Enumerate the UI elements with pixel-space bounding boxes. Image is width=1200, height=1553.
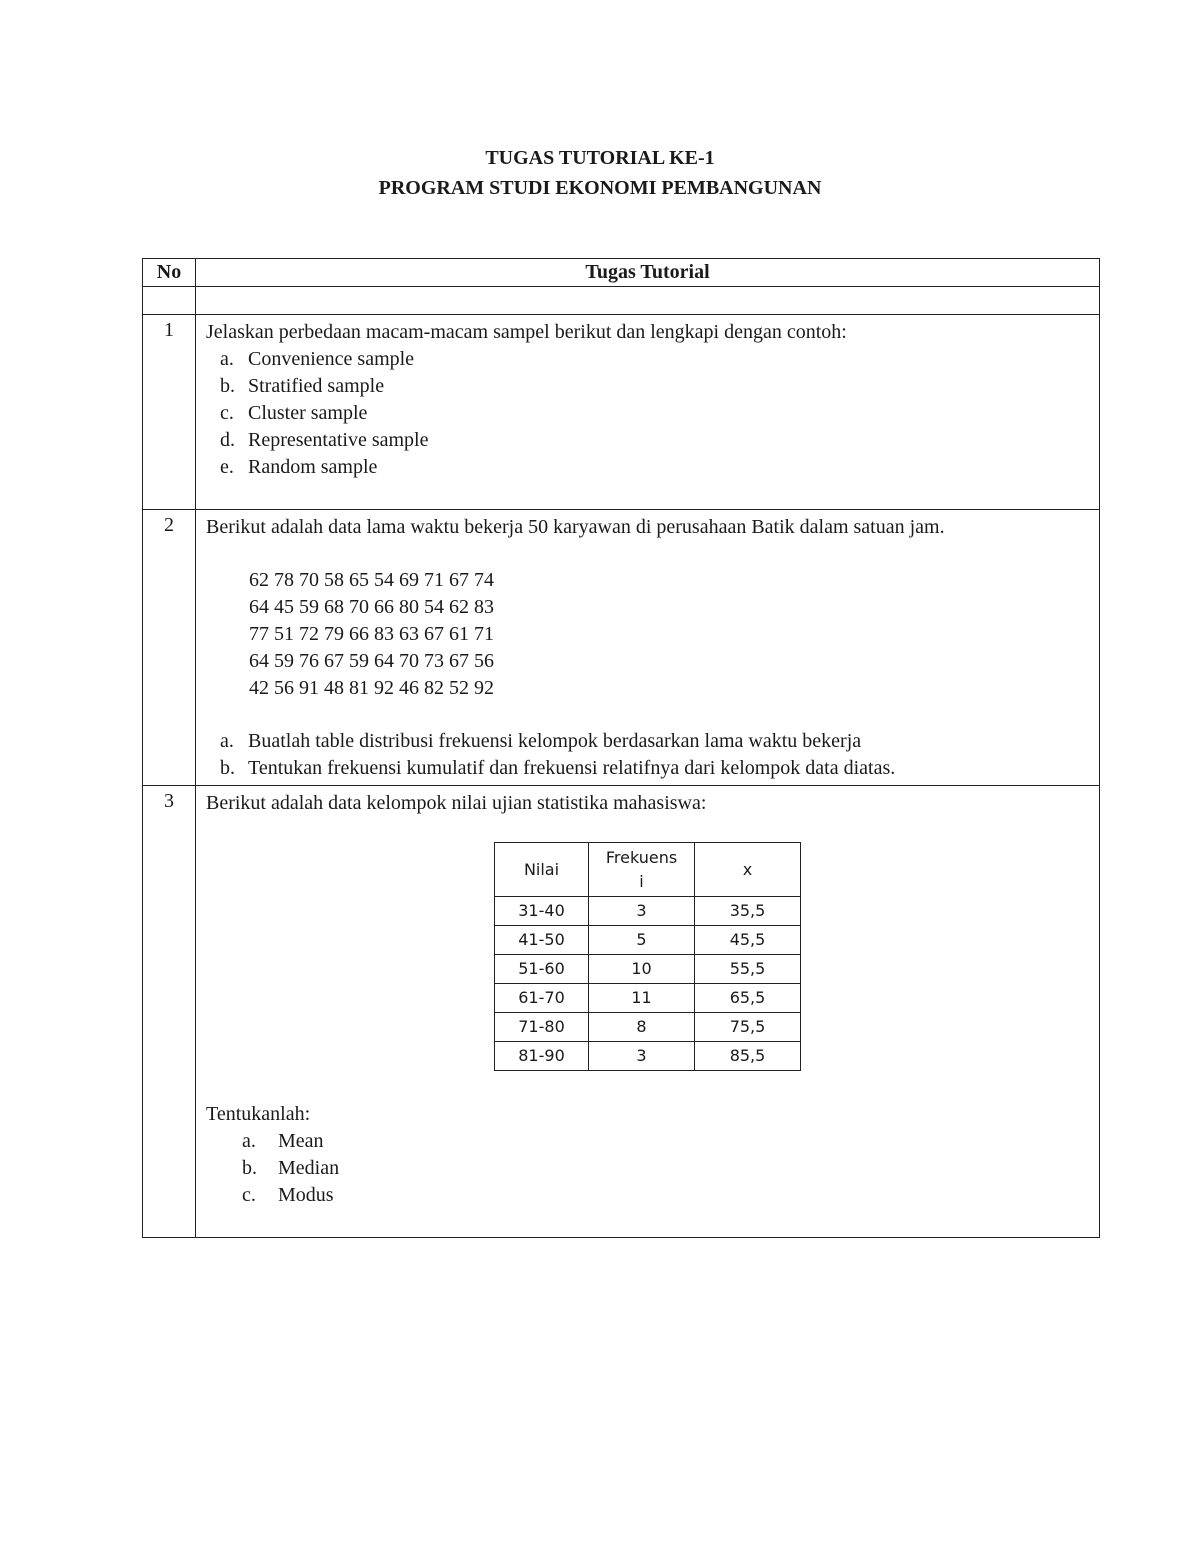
table-row: 71-80 8 75,5 <box>495 1013 801 1042</box>
task-number: 3 <box>143 786 196 1238</box>
header-x: x <box>695 843 801 897</box>
header-no: No <box>143 259 196 287</box>
table-row: 81-90 3 85,5 <box>495 1042 801 1071</box>
list-item: a. Buatlah table distribusi frekuensi kelompok berdasarkan lama waktu bekerja <box>220 730 862 752</box>
list-item: b. Stratified sample <box>220 375 385 397</box>
task-intro: Jelaskan perbedaan macam-macam sampel berikut dan lengkapi dengan contoh: <box>206 321 847 343</box>
sample-type-list <box>206 346 1099 481</box>
question-list <box>206 728 1099 782</box>
list-item: c. Modus <box>242 1184 334 1206</box>
task-number: 1 <box>143 315 196 510</box>
task-intro: Berikut adalah data lama waktu bekerja 50 karyawan di perusahaan Batik dalam satuan jam. <box>206 516 945 538</box>
task-content <box>196 786 1100 1238</box>
question-list <box>206 1128 1099 1209</box>
raw-data-block <box>206 567 1099 702</box>
task-row-3 <box>143 786 1100 1238</box>
task-intro: Berikut adalah data kelompok nilai ujian statistika mahasiswa: <box>206 792 707 814</box>
title-line-1: TUGAS TUTORIAL KE-1 <box>485 147 715 169</box>
header-nilai: Nilai <box>495 843 589 897</box>
header-frekuensi: Frekuens i <box>589 843 695 897</box>
table-header-row <box>143 259 1100 287</box>
data-line: 64 59 76 67 59 64 70 73 67 56 <box>249 650 494 672</box>
list-item: b. Tentukan frekuensi kumulatif dan frekuensi relatifnya dari kelompok data diatas. <box>220 757 896 779</box>
data-line: 77 51 72 79 66 83 63 67 61 71 <box>249 623 494 645</box>
table-row: 51-60 10 55,5 <box>495 955 801 984</box>
list-item: c. Cluster sample <box>220 402 368 424</box>
title-line-2: PROGRAM STUDI EKONOMI PEMBANGUNAN <box>378 177 822 199</box>
page-title <box>0 143 1200 203</box>
task-content <box>196 315 1100 510</box>
list-item: e. Random sample <box>220 456 378 478</box>
data-line: 42 56 91 48 81 92 46 82 52 92 <box>249 677 494 699</box>
data-line: 64 45 59 68 70 66 80 54 62 83 <box>249 596 494 618</box>
header-task: Tugas Tutorial <box>196 259 1100 287</box>
table-row: 41-50 5 45,5 <box>495 926 801 955</box>
empty-row <box>143 287 1100 315</box>
frequency-table-header <box>495 843 801 897</box>
data-line: 62 78 70 58 65 54 69 71 67 74 <box>249 569 494 591</box>
tutorial-table <box>142 258 1100 1238</box>
table-row: 61-70 11 65,5 <box>495 984 801 1013</box>
frequency-table <box>494 842 801 1071</box>
list-item: b. Median <box>242 1157 340 1179</box>
list-item: a. Convenience sample <box>220 348 415 370</box>
task-number: 2 <box>143 510 196 786</box>
task-row-1 <box>143 315 1100 510</box>
task-row-2 <box>143 510 1100 786</box>
conclusion-label: Tentukanlah: <box>206 1103 311 1125</box>
list-item: d. Representative sample <box>220 429 429 451</box>
list-item: a. Mean <box>242 1130 324 1152</box>
table-row: 31-40 3 35,5 <box>495 897 801 926</box>
task-content <box>196 510 1100 786</box>
